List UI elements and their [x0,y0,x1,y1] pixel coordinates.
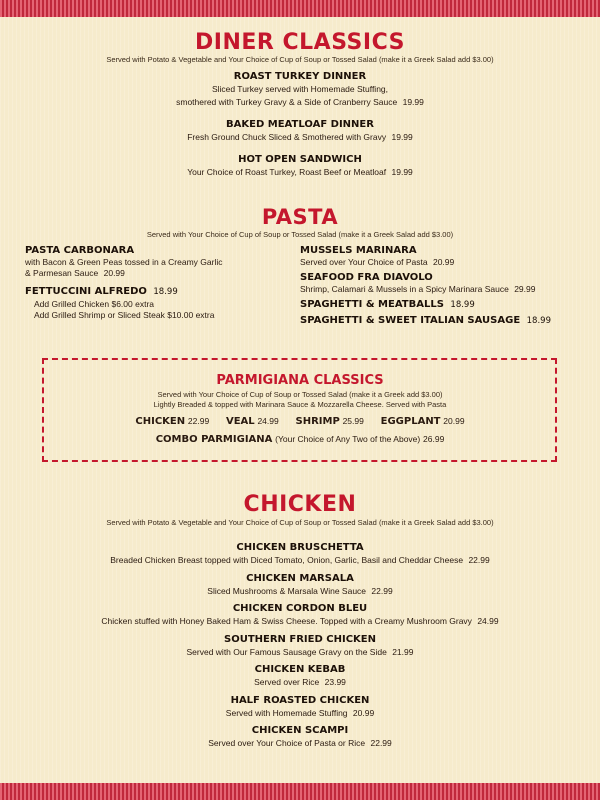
item-desc: Sliced Turkey served with Homemade Stuffing, [211,84,389,94]
item-name: CHICKEN MARSALA [246,573,354,584]
item-name-sausage: SPAGHETTI & SWEET ITALIAN SAUSAGE 18.99 [300,315,551,326]
item-name: CHICKEN SCAMPI [251,725,349,736]
item-price: 24.99 [477,616,499,626]
pasta-left-column [25,244,275,321]
chicken-note: Served with Potato & Vegetable and Your Choice of Cup of Soup or Tossed Salad (make it a Greek Salad add $3.00) [106,518,494,527]
item-desc: Sliced Mushrooms & Marsala Wine Sauce 22.99 [207,586,393,596]
item-desc: Fresh Ground Chuck Sliced & Smothered with Gravy 19.99 [187,132,413,142]
parm-item-chicken: CHICKEN 22.99 [135,416,210,427]
item-desc: Shrimp, Calamari & Mussels in a Spicy Marinara Sauce 29.99 [300,284,536,294]
item-name: PASTA CARBONARA [25,245,135,256]
item-price: 18.99 [526,316,551,326]
item-name: HOT OPEN SANDWICH [238,154,362,165]
section-title-diner-classics: DINER CLASSICS [195,30,405,55]
diner-note: Served with Potato & Vegetable and Your Choice of Cup of Soup or Tossed Salad (make it a Greek Salad add $3.00) [106,55,494,64]
item-price: 29.99 [514,284,536,294]
section-title-pasta: PASTA [261,205,339,229]
bottom-border-stripe [0,783,600,800]
item-name-alfredo: FETTUCCINI ALFREDO 18.99 [25,286,178,297]
menu-item-scampi [0,724,600,750]
item-desc: Served with Our Famous Sausage Gravy on the Side 21.99 [186,647,414,657]
item-price: 19.99 [391,132,413,142]
pasta-right-column [300,244,590,328]
item-price: 20.99 [432,257,455,267]
item-name: CHICKEN BRUSCHETTA [236,542,364,553]
item-extra: Add Grilled Shrimp or Sliced Steak $10.00 extra [34,310,215,320]
item-price: 22.99 [370,738,392,748]
menu-item-bruschetta [0,541,600,567]
menu-item-roast-turkey [0,70,600,109]
item-name: SOUTHERN FRIED CHICKEN [224,634,376,645]
item-price: 19.99 [402,97,424,107]
menu-item-hot-open-sandwich [0,153,600,179]
menu-item-cordon-bleu [0,602,600,628]
parm-item-shrimp: SHRIMP 25.99 [295,416,364,427]
item-price: 18.99 [153,287,178,297]
item-extra: Add Grilled Chicken $6.00 extra [34,299,155,309]
pasta-note: Served with Your Choice of Cup of Soup or Tossed Salad (make it a Greek Salad add $3.00) [146,230,454,239]
item-price: 19.99 [391,167,413,177]
top-border-stripe [0,0,600,17]
item-price: 23.99 [324,677,346,687]
menu-item-half-roasted [0,694,600,720]
item-desc: Breaded Chicken Breast topped with Diced Tomato, Onion, Garlic, Basil and Cheddar Cheese 22.99 [110,555,490,565]
item-desc: Chicken stuffed with Honey Baked Ham & Swiss Cheese. Topped with a Creamy Mushroom Gravy 24.99 [101,616,499,626]
item-desc: Served over Your Choice of Pasta or Rice 22.99 [208,738,392,748]
menu-item-southern-fried [0,633,600,659]
item-desc: with Bacon & Green Peas tossed in a Creamy Garlic [25,257,223,267]
item-price: 22.99 [468,555,490,565]
item-name: SEAFOOD FRA DIAVOLO [300,272,433,283]
parmigiana-combo: COMBO PARMIGIANA (Your Choice of Any Two of the Above) 26.99 [155,434,445,445]
parmigiana-note-2: Lightly Breaded & topped with Marinara Sauce & Mozzarella Cheese. Served with Pasta [153,400,447,409]
item-name: BAKED MEATLOAF DINNER [226,119,374,130]
menu-item-marsala [0,572,600,598]
item-name: CHICKEN CORDON BLEU [232,603,368,614]
item-price: 22.99 [371,586,393,596]
menu-item-kebab [0,663,600,689]
item-price: 20.99 [352,708,375,718]
section-title-chicken: CHICKEN [243,492,357,517]
parmigiana-items-row [0,416,600,427]
item-price: 20.99 [103,268,125,278]
item-desc-line2: smothered with Turkey Gravy & a Side of Cranberry Sauce 19.99 [176,97,424,107]
item-name: HALF ROASTED CHICKEN [230,695,370,706]
parm-item-eggplant: EGGPLANT 20.99 [380,416,465,427]
item-name-meatballs: SPAGHETTI & MEATBALLS 18.99 [300,299,475,310]
item-name: MUSSELS MARINARA [300,245,417,256]
item-name: ROAST TURKEY DINNER [233,71,367,82]
parm-item-veal: VEAL 24.99 [225,416,279,427]
item-name: CHICKEN KEBAB [254,664,346,675]
item-desc: Served over Your Choice of Pasta 20.99 [300,257,455,267]
item-desc-line2: & Parmesan Sauce 20.99 [25,268,125,278]
item-desc: Your Choice of Roast Turkey, Roast Beef or Meatloaf 19.99 [187,167,413,177]
menu-item-meatloaf [0,118,600,144]
parmigiana-note: Served with Your Choice of Cup of Soup or Tossed Salad (make it a Greek add $3.00) [157,390,443,399]
item-price: 18.99 [450,300,475,310]
item-desc: Served over Rice 23.99 [254,677,346,687]
item-desc: Served with Homemade Stuffing 20.99 [225,708,375,718]
item-price: 21.99 [392,647,414,657]
section-title-parmigiana: PARMIGIANA CLASSICS [216,373,384,388]
